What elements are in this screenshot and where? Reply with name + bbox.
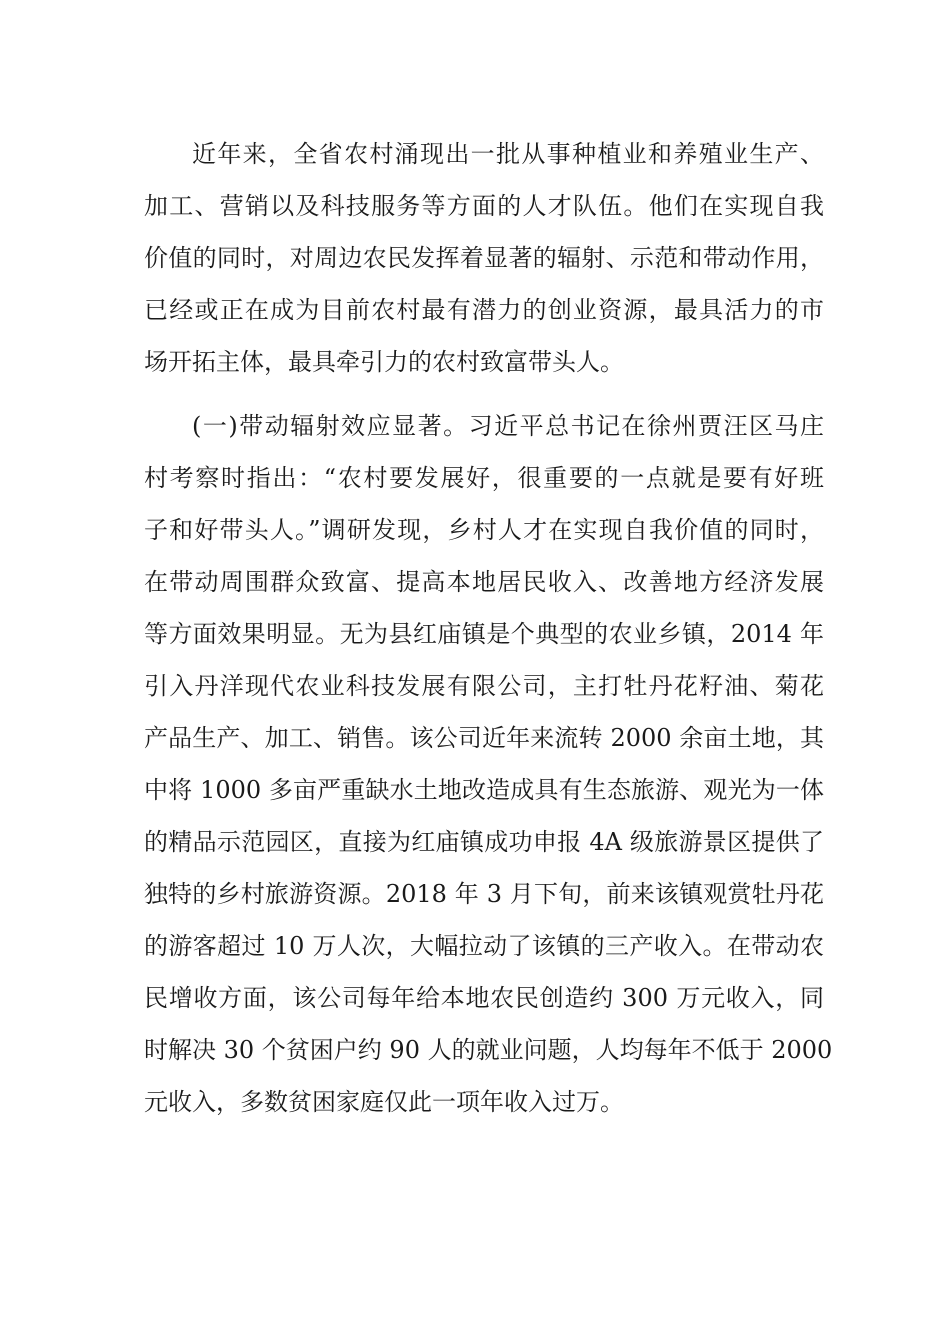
text-line: 已经或正在成为目前农村最有潜力的创业资源，最具活力的市 [144, 296, 824, 324]
text-line: 场开拓主体，最具牵引力的农村致富带头人。 [144, 348, 624, 376]
text-line: 子和好带头人。”调研发现，乡村人才在实现自我价值的同时， [144, 516, 824, 544]
text-line: 引入丹洋现代农业科技发展有限公司，主打牡丹花籽油、菊花 [144, 672, 824, 700]
text-line: 中将 1000 多亩严重缺水土地改造成具有生态旅游、观光为一体 [144, 776, 824, 804]
text-line: 价值的同时，对周边农民发挥着显著的辐射、示范和带动作用， [144, 244, 824, 272]
text-line: 的精品示范园区，直接为红庙镇成功申报 4A 级旅游景区提供了 [144, 828, 824, 856]
text-line: 民增收方面，该公司每年给本地农民创造约 300 万元收入，同 [144, 984, 824, 1012]
text-line: 村考察时指出：“农村要发展好，很重要的一点就是要有好班 [144, 464, 824, 492]
text-line: (一)带动辐射效应显著。习近平总书记在徐州贾汪区马庄 [192, 412, 824, 440]
text-line: 独特的乡村旅游资源。2018 年 3 月下旬，前来该镇观赏牡丹花 [144, 880, 824, 908]
text-line: 时解决 30 个贫困户约 90 人的就业问题，人均每年不低于 2000 [144, 1036, 833, 1064]
paragraph-intro [144, 128, 824, 388]
text-line: 近年来，全省农村涌现出一批从事种植业和养殖业生产、 [192, 140, 824, 168]
text-line: 在带动周围群众致富、提高本地居民收入、改善地方经济发展 [144, 568, 824, 596]
text-line: 产品生产、加工、销售。该公司近年来流转 2000 余亩土地，其 [144, 724, 824, 752]
paragraph-section-one [144, 400, 833, 1128]
text-line: 加工、营销以及科技服务等方面的人才队伍。他们在实现自我 [144, 192, 824, 220]
text-line: 的游客超过 10 万人次，大幅拉动了该镇的三产收入。在带动农 [144, 932, 824, 960]
text-line: 等方面效果明显。无为县红庙镇是个典型的农业乡镇，2014 年 [144, 620, 824, 648]
text-line: 元收入，多数贫困家庭仅此一项年收入过万。 [144, 1088, 624, 1116]
